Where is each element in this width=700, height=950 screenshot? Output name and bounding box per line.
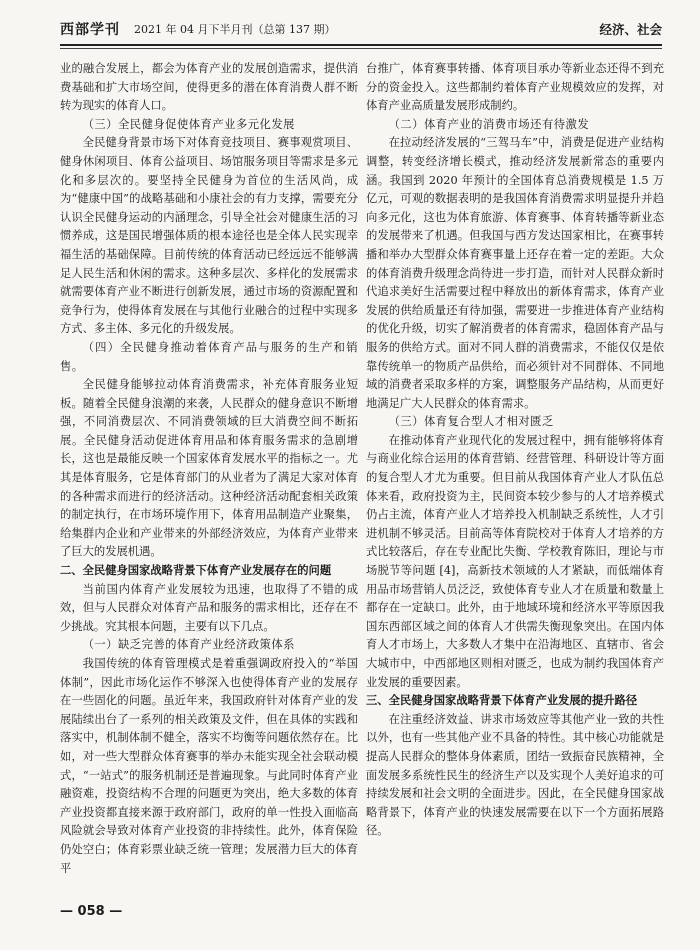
page-header: [60, 18, 662, 46]
paragraph: 在推动体育产业现代化的发展过程中，拥有能够将体育与商业化综合运用的体育营销、经营管理、科研设计等方面的复合型人才尤为重要。但目前从我国体育产业人才队伍总体来看，政府投资为主，民间资本较少参与的人才培养模式仍占主流，体育产业人才培养投入机制缺乏系统性，人才引进机制不够灵活。目前高等体育院校对于体育人才培养的方式比较落后，存在专业配比失衡、学校教育陈旧，理论与市场脱节等问题 [4]，高新技术领域的人才紧缺，而低端体育用品市场营销人员泛泛，致使体育专业人才在质量和数量上都存在一定缺口。此外，由于地域环境和经济水平等原因我国东西部区域之间的体育人才供需失衡现象突出。在国内体育人才市场上，大多数人才集中在沿海地区、直辖市、省会大城市中，中西部地区则相对匮乏，也成为制约我国体育产业发展的重要因素。: [366, 433, 664, 689]
subheading: （二）体育产业的消费市场还有待激发: [388, 117, 590, 131]
paragraph: 业的融合发展上，都会为体育产业的发展创造需求，提供消费基础和扩大市场空间，使得更多的潜在体育消费人群不断转为现实的体育人口。: [60, 62, 358, 113]
subheading: （三）体育复合型人才相对匮乏: [388, 415, 554, 429]
subheading: （一）缺乏完善的体育产业经济政策体系: [82, 638, 295, 652]
right-column: [366, 60, 664, 890]
paragraph: 在注重经济效益、讲求市场效应等其他产业一致的共性以外，也有一些其他产业不具备的特性。其中核心功能就是提高人民群众的整体身体素质，团结一致振奋民族精神，全面发展多系统性民生的经济生产以及实现个人美好追求的可持续发展和社会文明的全面进步。因此，在全民健身国家战略背景下，体育产业的快速发展需要在以下一个方面拓展路径。: [366, 712, 664, 838]
subheading: （三）全民健身促使体育产业多元化发展: [82, 117, 295, 131]
journal-masthead: 西部学刊: [60, 22, 120, 38]
left-column: [60, 60, 358, 890]
header-rule: [60, 48, 662, 49]
paragraph: 台推广，体育赛事转播、体育项目承办等新业态还得不到充分的资金投入。这些都制约着体育产业规模效应的发挥，对体育产业高质量发展形成制约。: [366, 62, 664, 113]
paragraph: 全民健身能够拉动体育消费需求，补充体育服务业短板。随着全民健身浪潮的来袭，人民群众的健身意识不断增强，不同消费层次、不同消费领域的巨大消费空间不断拓展。全民健身活动促进体育用品和体育服务需求的急剧增长，这也是最能反映一个国家体育发展水平的指标之一。尤其是体育服务，它是体育部门的从业者为了满足大家对体育的各种需求而进行的经济活动。这种经济活动配套相关政策的制定执行，在市场环境作用下，体育用品制造产业聚集，给集群内企业和产业带来的外部经济效应，为体育产业带来了巨大的发展机遇。: [60, 378, 358, 559]
section-heading: 三、全民健身国家战略背景下体育产业发展的提升路径: [366, 694, 638, 708]
subheading: （四）全民健身推动着体育产品与服务的生产和销售。: [60, 340, 358, 373]
paragraph: 在拉动经济发展的“三驾马车”中，消费是促进产业结构调整，转变经济增长模式，推动经济发展新常态的重要内涵。我国到 2020 年预计的全国体育总消费规模是 1.5 万亿元，可观的数据表明的是我国体育消费需求明显提升并趋向多元化，这也为体育旅游、体育赛事、体育转播等新业态的发展带来了机遇。但我国与西方发达国家相比，在赛事转播和举办大型群众体育赛事量上还存在着一定的差距。大众的体育消费升级理念尚待进一步打造，而针对人民群众新时代追求美好生活需要过程中释放出的新体育需求，体育产业发展的供给质量还有待加强，需要进一步推进体育产业结构的优化升级，切实了解消费者的体育需求，稳固体育产品与服务的供给方式。面对不同人群的消费需求，不能仅仅是依靠传统单一的物质产品供给，而必须针对不同群体、不同地域的消费者采取多样的方案，调整服务产品结构，从而更好地满足广大人民群众的体育需求。: [366, 136, 664, 410]
section-label: 经济、社会: [599, 22, 662, 37]
paragraph: 我国传统的体育管理模式是着重强调政府投入的“举国体制”，因此市场化运作不够深入也使得体育产业的发展存在一些固化的问题。虽近年来，我国政府针对体育产业的发展陆续出台了一系列的相关政策及文件，但在具体的实践和落实中，机制体制不健全，落实不均衡等问题依然存在。比如，对一些大型群众体育赛事的举办未能实现全社会联动模式，“一站式”的服务机制还是普遍现象。与此同时体育产业融资难，投资结构不合理的问题更为突出，绝大多数的体育产业投资都直接来源于政府部门，政府的单一性投入面临高风险就会导致对体育产业投资的非持续性。此外，体育保险仍处空白；体育彩票业缺乏统一管理；发展潜力巨大的体育平: [60, 657, 358, 875]
page-number: — 058 —: [60, 904, 123, 919]
paragraph: 当前国内体育产业发展较为迅速，也取得了不错的成效，但与人民群众对体育产品和服务的需求相比，还存在不少挑战。究其根本问题，主要有以下几点。: [60, 582, 358, 633]
paragraph: 全民健身背景市场下对体育竞技项目、赛事观赏项目、健身休闲项目、体育公益项目、场馆服务项目等需求是多元化和多层次的。要坚持全民健身为首位的生活风尚，成为“健康中国”的战略基础和小康社会的有力支撑，需要充分认识全民健身运动的内涵理念，引导全社会对健康生活的习惯养成，这是国民增强体质的根本途径也是全体人民实现幸福生活的基础保障。目前传统的体育活动已经远远不能够满足人民生活和休闲的需求。这种多层次、多样化的发展需求就需要体育产业不断进行创新发展，通过市场的资源配置和竞争行为，使得体育发展在与其他行业融合的过程中实现多方式、多主体、多元化的升级发展。: [60, 136, 358, 336]
issue-info: 2021 年 04 月下半月刊（总第 137 期）: [134, 23, 336, 36]
section-heading: 二、全民健身国家战略背景下体育产业发展存在的问题: [60, 564, 332, 578]
